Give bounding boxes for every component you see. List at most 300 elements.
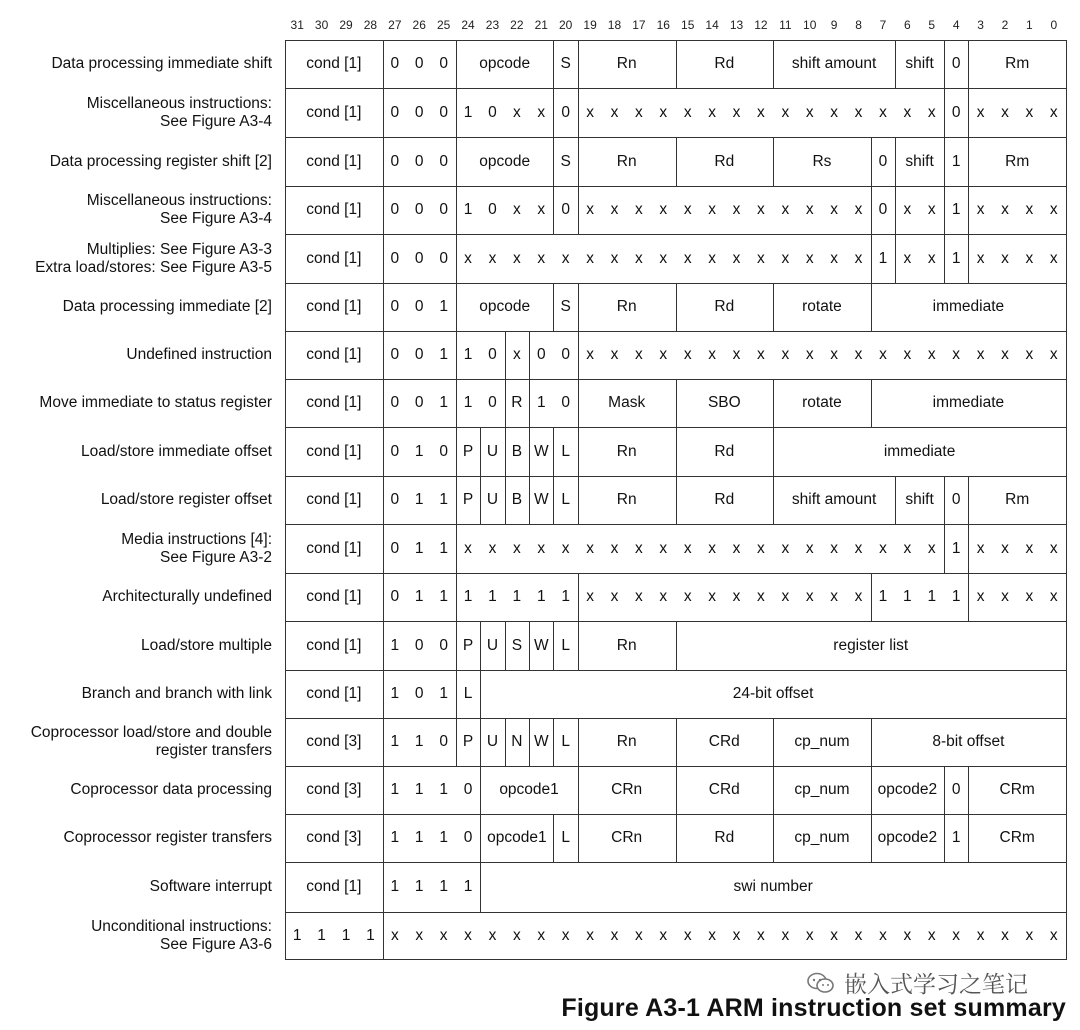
row-border [285,234,1066,235]
bit-value: x [976,201,985,218]
bit-value: x [903,103,912,121]
bit-value: x [976,539,985,557]
bit-number: 15 [681,18,695,32]
field-cell: L [561,733,570,750]
instruction-row [0,718,1080,766]
bit-value: 1 [878,588,888,605]
field-cell: B [511,442,523,460]
bit-value: x [635,539,643,557]
bit-value: x [1049,346,1058,363]
bit-value: x [757,588,765,605]
bit-value: x [854,103,863,121]
bit-value: x [1025,103,1034,121]
bit-value: x [708,927,716,944]
bit-value: x [830,249,839,267]
bit-value: 0 [414,636,424,654]
bit-value: x [683,249,692,267]
bit-value: 1 [341,927,351,944]
instruction-label-line: See Figure A3-4 [159,210,272,227]
bit-value: 1 [366,927,375,944]
field-cell: cp_num [794,733,850,750]
bit-value: x [1001,103,1009,121]
field-cell: 0 [951,55,961,72]
bit-value: x [610,539,619,557]
row-border [285,137,1066,138]
bit-value: 1 [390,733,400,750]
bit-value: x [464,539,472,557]
bit-value: x [1001,346,1009,363]
bit-value: x [757,539,765,557]
field-cell: CRd [708,733,740,750]
instruction-label [0,379,272,427]
field-cell: 24-bit offset [732,685,814,702]
bit-value: x [952,346,961,363]
bit-value: x [854,346,863,363]
bit-value: 1 [292,927,302,944]
instruction-row [0,621,1080,670]
field-cell: Rd [714,491,735,508]
bit-value: x [561,249,570,267]
instruction-row [0,766,1080,814]
bit-value: x [537,539,546,557]
instruction-label-line: Data processing immediate [2] [62,298,272,315]
bit-value: x [781,539,790,557]
bit-value: x [488,927,497,944]
bit-value: x [732,927,741,944]
field-cell: U [486,636,499,654]
bit-value: x [903,201,912,218]
field-cell: Rn [616,491,637,508]
bit-value: 0 [414,55,424,72]
bit-value: x [610,103,619,121]
bit-value: x [879,103,887,121]
bit-value: x [683,588,692,605]
bit-value: x [512,927,521,944]
bit-value: x [830,539,839,557]
wechat-icon [806,971,836,995]
bit-number: 23 [485,18,500,32]
bit-value: 1 [927,588,937,605]
bit-value: x [1049,103,1058,121]
bit-value: x [610,588,619,605]
bit-value: 0 [439,152,448,170]
bit-value: x [879,539,887,557]
bit-value: x [464,249,472,267]
bit-value: 1 [390,878,400,895]
frame-line [1066,524,1067,573]
row-border [285,88,1066,89]
field-cell: W [533,442,549,460]
field-cell: cp_num [794,781,850,798]
bit-value: 1 [488,588,497,605]
bit-value: x [757,927,765,944]
bit-value: x [488,249,497,267]
bit-value: 1 [439,394,448,411]
bit-value: 0 [488,103,497,121]
instruction-row [0,186,1080,234]
bit-number: 6 [904,18,911,32]
row-border [285,912,1066,913]
bit-value: x [683,103,692,121]
instruction-label-line: Architecturally undefined [102,588,272,605]
field-cell: CRm [999,781,1035,798]
bit-value: 1 [439,298,448,315]
bit-value: x [659,346,668,363]
bit-number: 30 [314,18,329,32]
bit-value: 0 [390,442,400,460]
bit-value: x [830,588,839,605]
field-cell: Rd [714,442,735,460]
bit-value: 0 [390,201,400,218]
instruction-label-line: Load/store immediate offset [81,442,272,460]
bit-value: x [683,201,692,218]
bit-value: 0 [414,394,424,411]
field-cell: cp_num [794,829,850,846]
bit-value: 1 [439,781,448,798]
bit-value: x [1025,249,1034,267]
bit-value: x [830,927,839,944]
bit-value: x [732,539,741,557]
bit-number: 11 [779,18,792,32]
bit-number: 24 [461,18,475,32]
bit-number: 9 [830,18,838,32]
instruction-row [0,331,1080,379]
bit-value: 0 [488,201,497,218]
bit-value: x [708,346,716,363]
bit-value: x [903,927,912,944]
bit-value: 0 [414,249,424,267]
bit-value: x [879,927,887,944]
row-border [285,331,1066,332]
bit-value: x [610,346,619,363]
bit-value: x [927,201,936,218]
bit-value: x [830,103,839,121]
instruction-label [0,718,272,766]
bit-value: x [781,588,790,605]
bit-value: x [757,201,765,218]
instruction-row [0,912,1080,960]
instruction-label [0,137,272,186]
field-cell: S [511,636,523,654]
field-divider [505,331,506,379]
row-border [285,476,1066,477]
bit-value: 1 [317,927,326,944]
frame-line [1066,912,1067,960]
instruction-label [0,573,272,621]
bit-number: 10 [803,18,817,32]
field-cell: SBO [707,394,741,411]
frame-line [1066,88,1067,137]
instruction-label [0,476,272,524]
instruction-label [0,670,272,718]
bit-value: 1 [414,781,424,798]
bit-value: x [537,201,546,218]
instruction-label-line: Load/store register offset [100,491,272,508]
bit-value: 0 [463,781,473,798]
figure-caption: Figure A3-1 ARM instruction set summary [561,994,1066,1022]
bit-value: x [586,249,594,267]
bit-value: x [561,539,570,557]
field-cell: 0 [561,103,570,121]
instruction-row [0,476,1080,524]
field-cell: cond [1] [306,491,362,508]
bit-value: x [927,346,936,363]
bit-value: x [732,201,741,218]
field-cell: Rm [1005,491,1030,508]
bit-value: 1 [414,442,424,460]
bit-value: x [537,927,546,944]
instruction-label-line: Coprocessor load/store and double [30,724,272,741]
bit-value: x [1025,588,1034,605]
bit-value: x [781,346,790,363]
bit-value: 1 [536,588,546,605]
field-cell: 1 [951,152,961,170]
field-cell: W [533,733,549,750]
bit-value: x [708,588,716,605]
bit-value: x [659,927,668,944]
field-cell: opcode [479,298,531,315]
field-cell: L [463,685,473,702]
field-cell: L [561,636,570,654]
bit-value: 1 [561,588,570,605]
bit-value: x [659,201,668,218]
bit-value: x [439,927,448,944]
bit-value: 0 [414,103,424,121]
field-cell: Rm [1005,55,1030,72]
instruction-row [0,40,1080,88]
bit-value: 1 [463,346,473,363]
bit-value: x [415,927,424,944]
field-cell: opcode [479,152,531,170]
bit-value: 1 [463,201,473,218]
bit-value: x [610,201,619,218]
bit-value: 0 [439,636,448,654]
field-cell: B [511,491,523,508]
field-cell: Rn [616,442,637,460]
bit-value: 1 [439,878,448,895]
instruction-row [0,88,1080,137]
field-cell: cond [1] [306,442,362,460]
bit-number: 3 [977,18,984,32]
field-cell: cond [1] [306,298,362,315]
field-divider [529,331,530,379]
instruction-label-line: Load/store multiple [141,636,272,654]
field-cell: Rs [812,152,832,170]
field-cell: 1 [951,249,961,267]
field-cell: 1 [878,249,888,267]
bit-value: x [1001,201,1009,218]
instruction-label-line: See Figure A3-4 [159,112,272,130]
instruction-label-line: register transfers [155,742,272,759]
bit-value: 0 [390,588,400,605]
bit-value: x [635,249,643,267]
field-cell: Mask [608,394,646,411]
field-cell: cond [1] [306,878,362,895]
bit-value: x [1049,539,1058,557]
frame-line [1066,40,1067,88]
instruction-label-line: Media instructions [4]: [121,530,272,548]
field-cell: shift [905,152,934,170]
instruction-label-line: See Figure A3-6 [159,936,272,953]
instruction-row [0,283,1080,331]
bit-number: 18 [607,18,622,32]
bit-number: 20 [558,18,573,32]
field-cell: rotate [802,298,842,315]
bit-value: 1 [390,636,400,654]
bit-value: x [1001,927,1009,944]
bit-value: x [683,346,692,363]
field-cell: opcode [479,55,531,72]
row-border [285,766,1066,767]
row-border [285,427,1066,428]
instruction-label-line: Branch and branch with link [81,685,272,702]
bit-value: x [1049,249,1058,267]
field-cell: S [560,152,571,170]
field-cell: cond [3] [306,829,362,846]
instruction-label [0,186,272,234]
bit-value: 0 [488,394,497,411]
bit-value: 1 [390,685,400,702]
field-cell: cond [1] [306,103,362,121]
bit-value: x [1025,346,1034,363]
bit-value: 1 [536,394,546,411]
bit-value: x [1049,201,1058,218]
bit-value: 0 [390,103,400,121]
bit-value: x [1049,588,1058,605]
bit-value: 1 [439,685,448,702]
bit-value: x [927,103,936,121]
instruction-row [0,524,1080,573]
field-cell: register list [833,636,909,654]
field-cell: opcode1 [499,781,559,798]
field-cell: shift amount [791,55,877,72]
field-cell: S [560,55,571,72]
bit-value: 1 [390,781,400,798]
row-border [285,186,1066,187]
instruction-label-line: Data processing register shift [2] [49,152,272,170]
bit-value: x [903,249,912,267]
field-cell: Rd [714,829,735,846]
bit-value: x [1025,201,1034,218]
bit-value: x [781,201,790,218]
bit-value: x [488,539,497,557]
field-cell: cond [1] [306,636,362,654]
field-cell: cond [3] [306,733,362,750]
bit-value: x [512,346,521,363]
bit-value: 1 [390,829,400,846]
field-cell: cond [1] [306,394,362,411]
bit-value: 0 [414,298,424,315]
bit-number: 22 [510,18,524,32]
bit-value: x [683,927,692,944]
field-cell: cond [1] [306,55,362,72]
bit-value: 0 [414,685,424,702]
bit-value: 1 [414,829,424,846]
bit-value: x [781,249,790,267]
field-cell: CRn [611,829,643,846]
frame-line [1066,621,1067,670]
bit-value: 0 [439,103,448,121]
field-cell: U [486,491,499,508]
frame-line [1066,670,1067,718]
field-cell: opcode1 [487,829,547,846]
bit-value: x [732,346,741,363]
bit-number: 1 [1026,18,1033,32]
bit-value: x [854,249,863,267]
bit-number: 8 [855,18,862,32]
bit-value: 0 [561,394,570,411]
field-cell: 8-bit offset [932,733,1005,750]
bit-value: x [854,539,863,557]
field-cell: cond [1] [306,152,362,170]
bit-number: 7 [879,18,887,32]
bit-value: x [586,539,594,557]
instruction-row [0,862,1080,912]
field-cell: U [486,733,499,750]
field-cell: L [561,491,570,508]
field-cell: P [462,491,474,508]
field-cell: L [561,829,570,846]
field-cell: shift [905,491,934,508]
field-cell: cond [1] [306,685,362,702]
bit-value: 1 [463,588,473,605]
field-cell: Rn [616,152,637,170]
bit-value: x [586,201,594,218]
bit-value: 1 [512,588,522,605]
bit-value: x [854,588,863,605]
field-cell: Rm [1005,152,1030,170]
instruction-label-line: Move immediate to status register [39,394,272,411]
bit-value: x [927,927,936,944]
bit-value: x [805,539,814,557]
field-cell: Rd [714,298,735,315]
instruction-label [0,524,272,573]
bit-number: 17 [632,18,646,32]
row-border [285,283,1066,284]
field-cell: cond [1] [306,249,362,267]
row-border [285,862,1066,863]
bit-value: x [976,588,985,605]
row-border [285,718,1066,719]
bit-value: 1 [463,394,473,411]
bit-value: x [1001,249,1009,267]
field-cell: rotate [802,394,842,411]
bit-value: 1 [439,491,448,508]
field-cell: 1 [951,829,961,846]
bit-number: 31 [290,18,304,32]
frame-line [1066,862,1067,912]
bit-value: 0 [439,249,448,267]
bit-value: 0 [463,829,473,846]
bit-value: 1 [463,878,473,895]
instruction-label-line: Miscellaneous instructions: [86,94,272,112]
bit-value: 0 [390,394,400,411]
field-cell: W [533,491,549,508]
field-cell: cond [1] [306,539,362,557]
bit-value: x [805,249,814,267]
bit-value: x [586,346,594,363]
bit-value: 0 [390,346,400,363]
bit-value: x [805,103,814,121]
field-cell: 0 [951,103,961,121]
row-border [285,959,1066,960]
bit-value: 0 [390,249,400,267]
bit-value: x [805,927,814,944]
instruction-row [0,814,1080,862]
instruction-label [0,621,272,670]
bit-value: x [805,201,814,218]
bit-value: 1 [414,878,424,895]
